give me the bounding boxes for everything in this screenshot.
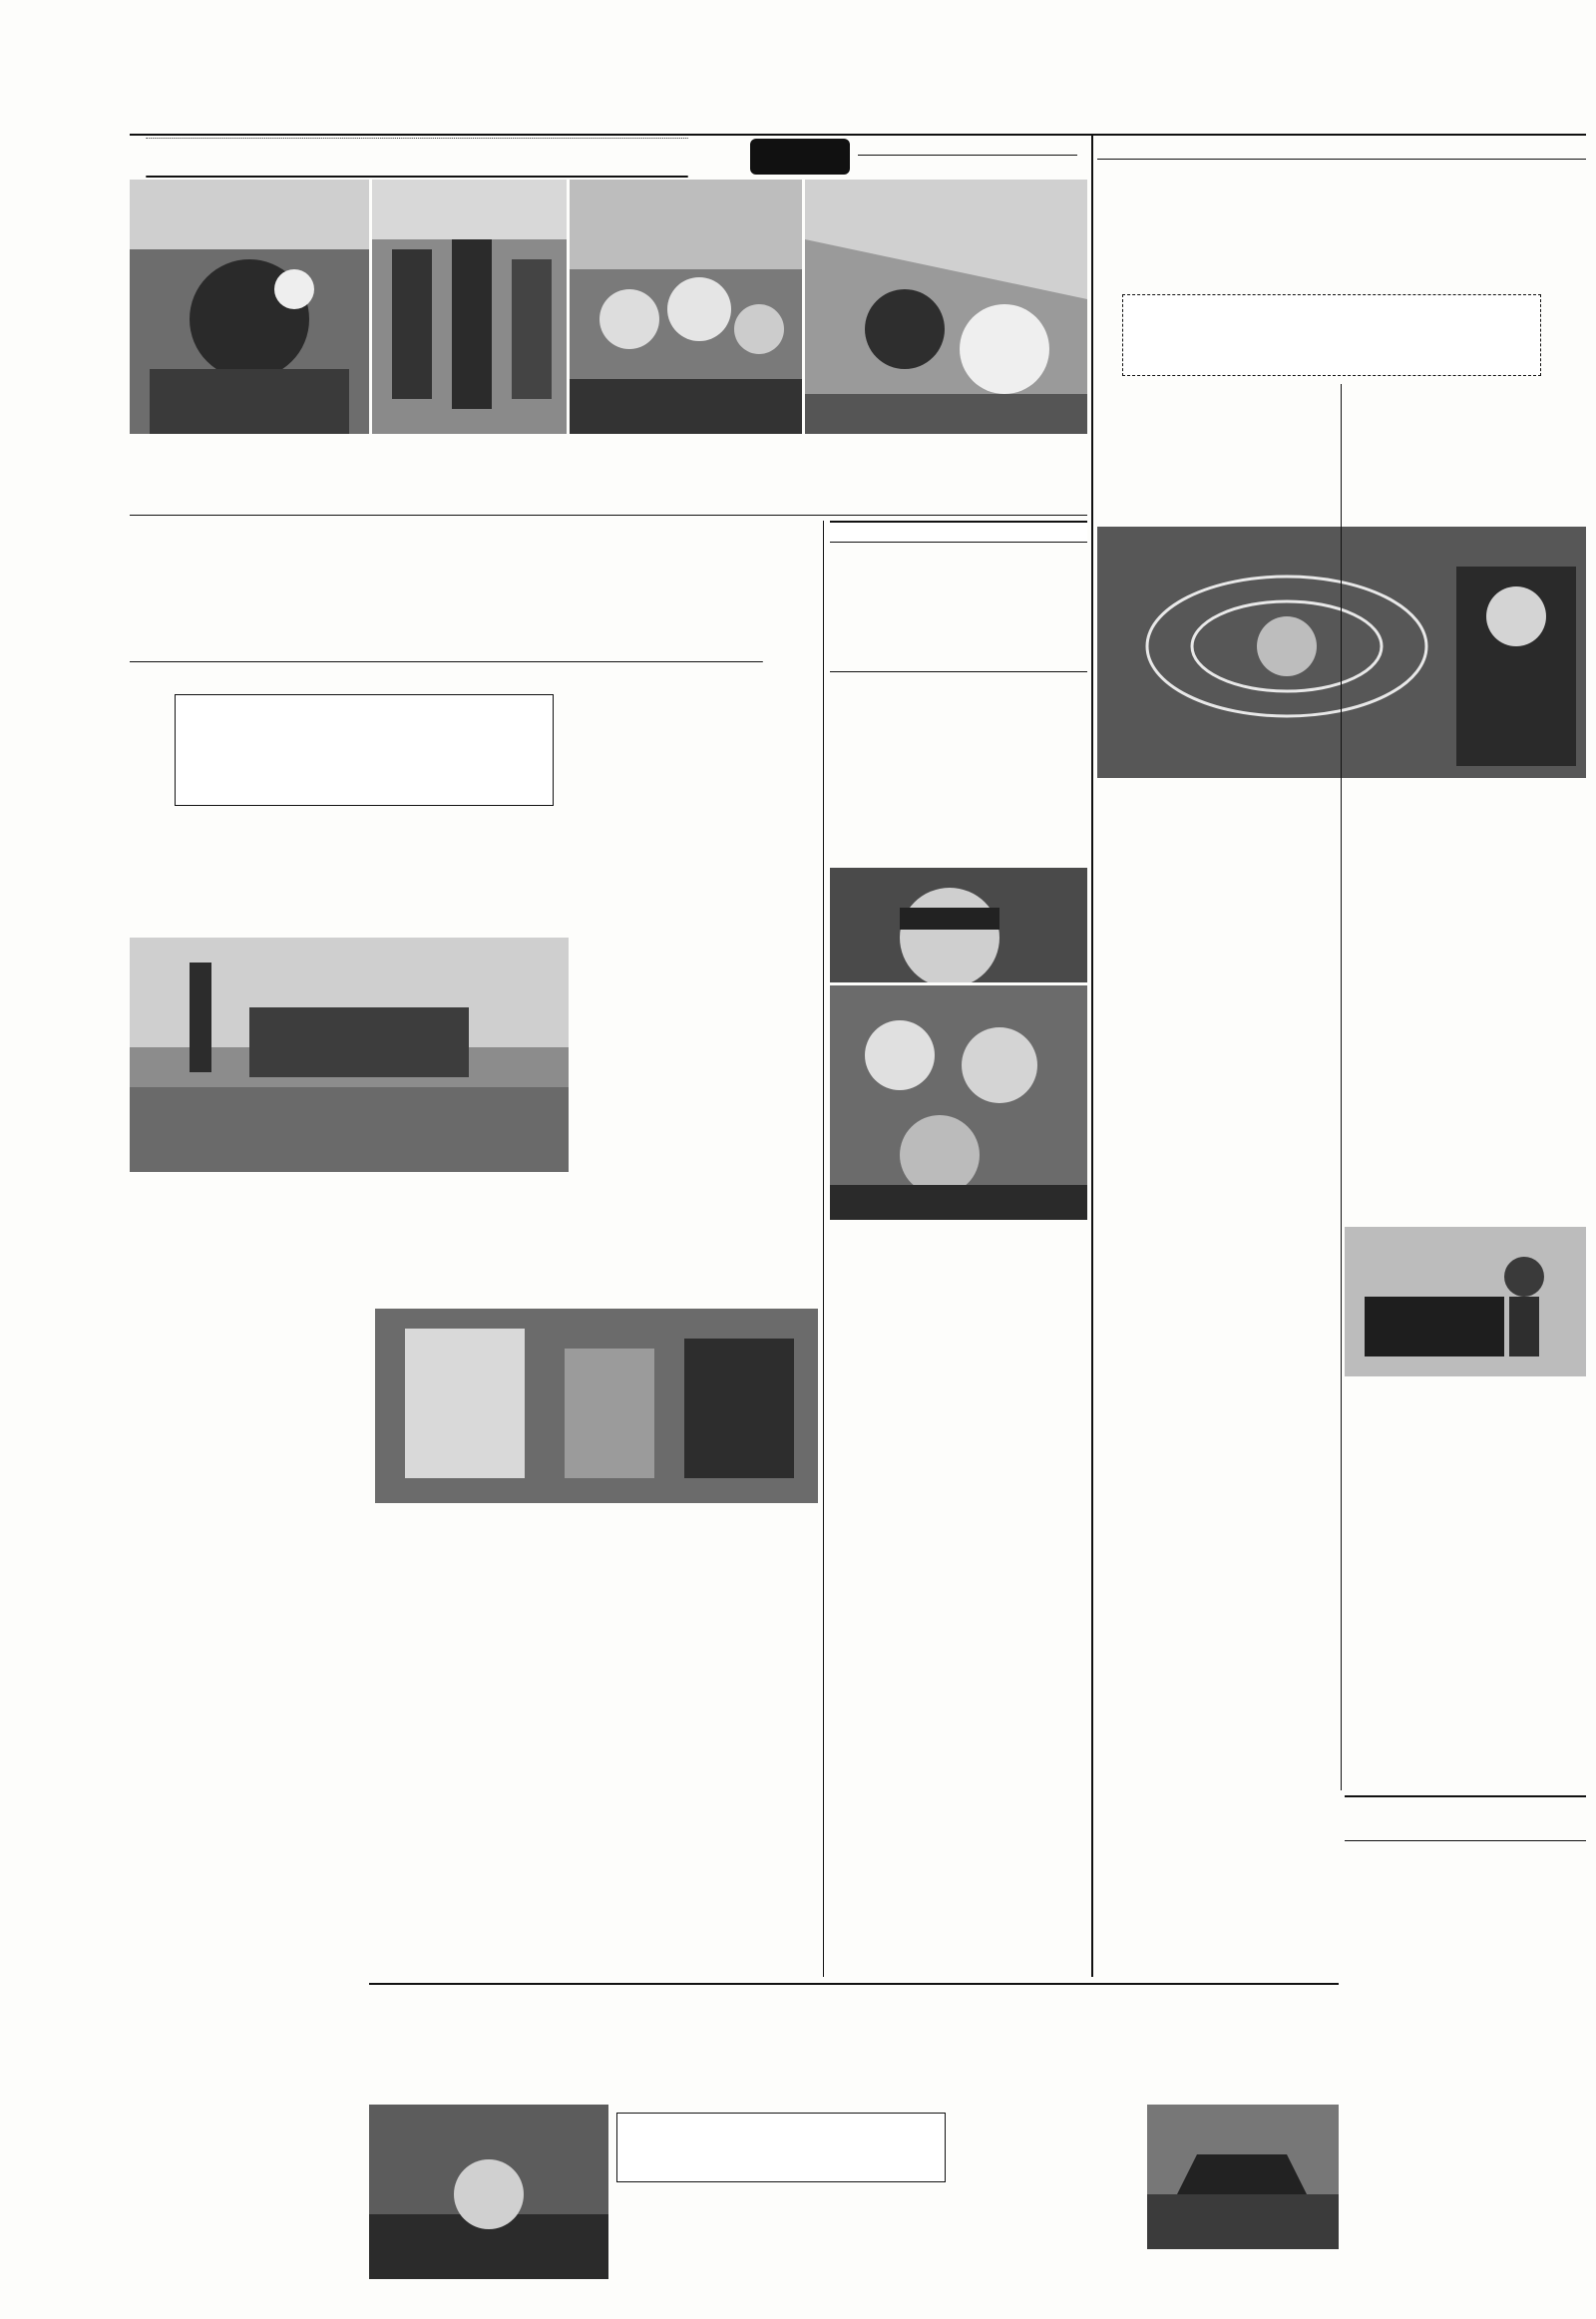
photo-khrushchev bbox=[570, 180, 802, 434]
article1-col3 bbox=[571, 698, 818, 898]
article2-deck-1 bbox=[830, 632, 1087, 652]
section-title bbox=[146, 138, 687, 178]
article1-col5 bbox=[375, 1207, 575, 1307]
article4-sub bbox=[953, 2164, 1140, 2180]
article2-kicker bbox=[830, 521, 1087, 543]
article1-col6 bbox=[375, 1534, 595, 1743]
caption-ship-wreck bbox=[1147, 2252, 1339, 2287]
issue-date bbox=[858, 138, 1077, 156]
article3-lead bbox=[1097, 384, 1337, 524]
photo-ship-wreck bbox=[1147, 2105, 1339, 2249]
caption-top-right bbox=[805, 439, 1087, 511]
article1-byline bbox=[130, 820, 569, 840]
article3-col-b4 bbox=[1345, 1522, 1586, 1791]
article3-col-b3 bbox=[1345, 1406, 1586, 1486]
article1-col9 bbox=[600, 1745, 818, 1945]
article3-headline-1 bbox=[1122, 165, 1562, 226]
article3-sub-c bbox=[1345, 1122, 1586, 1152]
photo-race-car bbox=[130, 180, 369, 434]
article5-body bbox=[1345, 1847, 1586, 2077]
article2-col2 bbox=[832, 1460, 1085, 1959]
caption-copenhagen-shop bbox=[375, 1507, 818, 1531]
article1-continued bbox=[600, 1947, 818, 1963]
article4-col2 bbox=[616, 2190, 946, 2280]
top-rule bbox=[130, 134, 1586, 136]
article4-col3 bbox=[953, 2113, 1140, 2162]
caption-copenhagen-square bbox=[130, 1177, 818, 1201]
article3-col-a3 bbox=[1097, 1340, 1337, 1629]
photo-argus-diagram bbox=[1097, 527, 1586, 778]
article3-col-b2 bbox=[1345, 1155, 1586, 1225]
article1-col4 bbox=[130, 1207, 369, 1975]
page-number bbox=[858, 160, 1077, 178]
article2-deck-2 bbox=[830, 652, 1087, 672]
article2-body2 bbox=[832, 1251, 1085, 1455]
article3-col-a bbox=[1097, 820, 1337, 969]
article1-kicker bbox=[130, 521, 818, 545]
article1-col8 bbox=[375, 1745, 595, 1963]
col-divider-3 bbox=[1341, 384, 1342, 1790]
divider-museum bbox=[1345, 1795, 1586, 1797]
article3-sub-b bbox=[1097, 1307, 1337, 1337]
article3-kicker bbox=[1097, 140, 1586, 160]
photo-frogman-face bbox=[830, 868, 1087, 982]
article3-sub-d bbox=[1345, 1489, 1586, 1519]
article1-col3b bbox=[574, 903, 818, 1172]
article4-deck-box bbox=[616, 2113, 946, 2182]
article3-deck-box bbox=[1122, 294, 1541, 376]
photo-frogmen-ship bbox=[369, 2105, 608, 2279]
photo-soldiers bbox=[372, 180, 567, 434]
article1-headline bbox=[130, 547, 763, 624]
caption-top-left bbox=[130, 439, 366, 511]
article1-col7 bbox=[600, 1534, 818, 1743]
article2-headline-2 bbox=[849, 588, 1067, 624]
article4-headline bbox=[427, 2023, 1280, 2101]
article3-lead2 bbox=[1345, 384, 1586, 524]
col-divider-2 bbox=[1091, 134, 1093, 1977]
photo-copenhagen-shop bbox=[375, 1309, 818, 1503]
article1-col1 bbox=[132, 844, 343, 934]
article3-sub-a bbox=[1097, 972, 1337, 1002]
photo-copenhagen-square bbox=[130, 938, 569, 1172]
photo-pianist bbox=[1345, 1227, 1586, 1376]
photo-frogman-crowd bbox=[830, 985, 1087, 1220]
divider-top bbox=[130, 515, 1087, 516]
article4-col3b bbox=[953, 2182, 1140, 2282]
article1-col2 bbox=[349, 844, 561, 934]
caption-frogman bbox=[830, 1223, 1087, 1247]
article4-kicker bbox=[369, 1989, 1339, 2019]
divider-ship-top bbox=[369, 1983, 1339, 1985]
caption-top-mid bbox=[372, 439, 801, 511]
article3-col-a2 bbox=[1097, 1005, 1337, 1305]
article5-headline-2 bbox=[1345, 1821, 1586, 1841]
article5-headline-1 bbox=[1345, 1801, 1586, 1821]
article2-body bbox=[832, 678, 1085, 868]
caption-pianist bbox=[1345, 1379, 1586, 1403]
caption-argus bbox=[1097, 781, 1586, 816]
col-divider-1 bbox=[823, 521, 824, 1977]
article3-col-b bbox=[1345, 820, 1586, 1119]
article1-box bbox=[175, 694, 554, 806]
photo-exhibition bbox=[805, 180, 1087, 434]
article3-headline-2 bbox=[1122, 227, 1562, 289]
article1-deck bbox=[130, 628, 763, 662]
article2-headline-1 bbox=[849, 551, 1067, 586]
article4-col1 bbox=[132, 1985, 363, 2284]
masthead-logo bbox=[750, 139, 850, 175]
